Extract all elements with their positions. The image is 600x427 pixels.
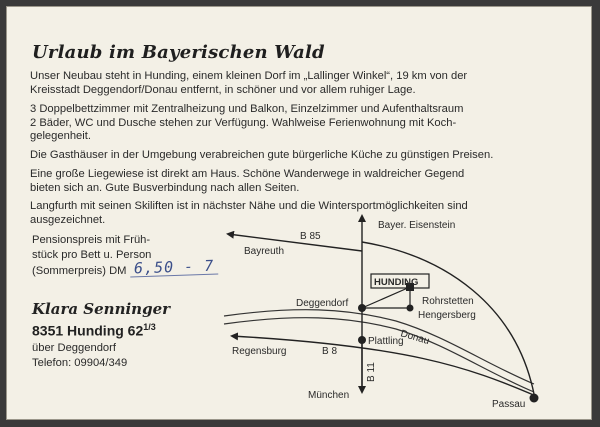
label-bayreuth: Bayreuth	[244, 246, 285, 257]
label-hunding: HUNDING	[374, 277, 419, 288]
page-title: Urlaub im Bayerischen Wald	[32, 42, 325, 63]
deggendorf-marker	[358, 304, 366, 312]
label-bayer-eisenstein: Bayer. Eisenstein	[378, 220, 456, 231]
label-b85: B 85	[300, 231, 321, 242]
price-line: Pensionspreis mit Früh-	[32, 234, 151, 246]
text-line: Langfurth mit seinen Skiliften ist in nächster Nähe und die Wintersportmöglichkeiten sind	[30, 200, 468, 212]
owner-telephone: Telefon: 09904/349	[32, 357, 128, 369]
owner-name: Klara Senninger	[32, 300, 171, 318]
plattling-marker	[358, 336, 366, 344]
text-line: Kreisstadt Deggendorf/Donau entfernt, in schöner und vor allem ruhiger Lage.	[30, 83, 416, 96]
text-line: ausgezeichnet.	[30, 213, 106, 226]
owner-town: 8351 Hunding 62	[32, 322, 144, 339]
label-passau: Passau	[492, 399, 526, 410]
text-line: Die Gasthäuser in der Umgebung verabreichen gute bürgerliche Küche zu günstigen Preisen.	[30, 149, 494, 161]
postcard	[6, 6, 592, 420]
text-line: 3 Doppelbettzimmer mit Zentralheizung und Balkon, Einzelzimmer und Aufenthaltsraum	[30, 103, 464, 115]
label-b8: B 8	[322, 346, 338, 357]
label-b11: B 11	[366, 362, 377, 382]
text-line: gelegenheit.	[30, 130, 91, 143]
road-deggendorf-hunding	[362, 287, 410, 308]
route-map	[6, 6, 592, 420]
rohrstetten-marker	[407, 305, 414, 312]
text-line: Unser Neubau steht in Hunding, einem kleinen Dorf im „Lallinger Winkel“, 19 km von der	[30, 70, 468, 82]
label-hengersberg: Hengersberg	[418, 310, 476, 321]
text-line: 2 Bäder, WC und Dusche stehen zur Verfügung. Wahlweise Ferienwohnung mit Koch-	[30, 116, 457, 129]
price-label: (Sommerpreis) DM	[32, 265, 127, 278]
house-number-fraction: 1/3	[143, 322, 156, 332]
price-line: stück pro Bett u. Person	[32, 248, 152, 261]
passau-marker	[530, 394, 539, 403]
text-line: bieten sich an. Gute Busverbindung nach allen Seiten.	[30, 181, 300, 194]
label-plattling: Plattling	[368, 336, 404, 347]
label-muenchen: München	[308, 390, 350, 401]
label-regensburg: Regensburg	[232, 346, 287, 357]
label-deggendorf: Deggendorf	[296, 298, 349, 309]
label-rohrstetten: Rohrstetten	[422, 296, 474, 307]
owner-via: über Deggendorf	[32, 342, 116, 354]
text-line: Eine große Liegewiese ist direkt am Haus. Schöne Wanderwege in waldreicher Gegend	[30, 168, 465, 180]
label-donau: Donau	[399, 328, 431, 348]
handwritten-price: 6,50 - 7	[129, 259, 218, 278]
